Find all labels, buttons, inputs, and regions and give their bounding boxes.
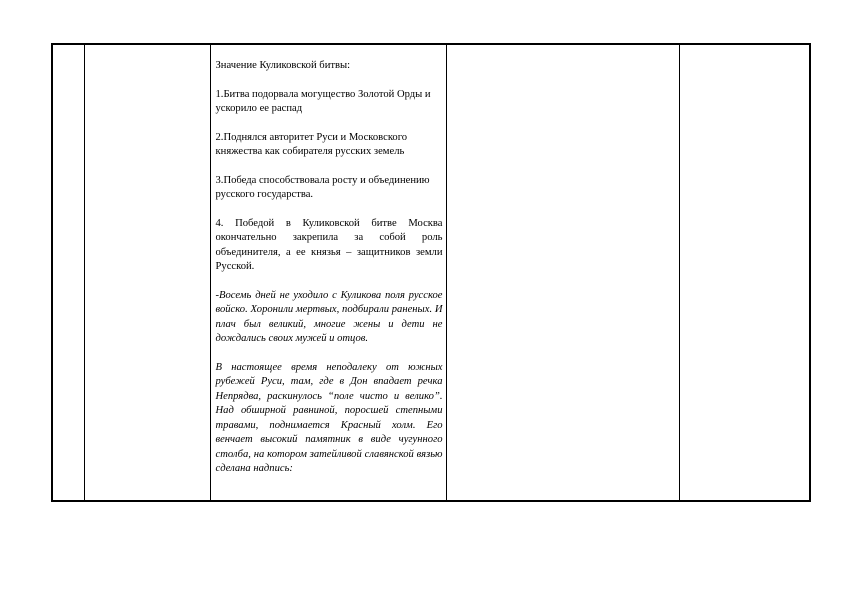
number-cell: [52, 44, 84, 501]
point-3: 3.Победа способствовала росту и объединению русского государства.: [215, 174, 430, 200]
present-day-paragraph: В настоящее время неподалеку от южных рубежей Руси, там, где в Дон впадает речка Непрядва, раскинулось “поле чисто и велико”. Над обширной равниной, поросшей степными травами, поднимается Красный холм. Его венчает высокий памятник в виде чугунного столба, на котором затейливой славянской вязью сделана надпись:: [215, 361, 443, 474]
section-heading: Значение Куликовской битвы:: [215, 60, 351, 71]
document-table: [51, 43, 811, 502]
student-activity-cell: [446, 44, 679, 501]
point-4: 4. Победой в Куликовской битве Москва окончательно закрепила за собой роль объединителя, а ее князья – защитников земли Русской.: [215, 217, 443, 272]
quote-paragraph: -Восемь дней не уходило с Куликова поля русское войско. Хоронили мертвых, подбирали раненых. И плач был великий, многие жены и дети не дождались своих мужей и отцов.: [215, 289, 443, 344]
content-cell: [210, 44, 446, 501]
stage-cell: [84, 44, 210, 501]
notes-cell: [679, 44, 810, 501]
table-row: [52, 44, 810, 501]
point-2: 2.Поднялся авторитет Руси и Московского княжества как собирателя русских земель: [215, 131, 408, 157]
point-1: 1.Битва подорвала могущество Золотой Орды и ускорило ее распад: [215, 88, 431, 114]
